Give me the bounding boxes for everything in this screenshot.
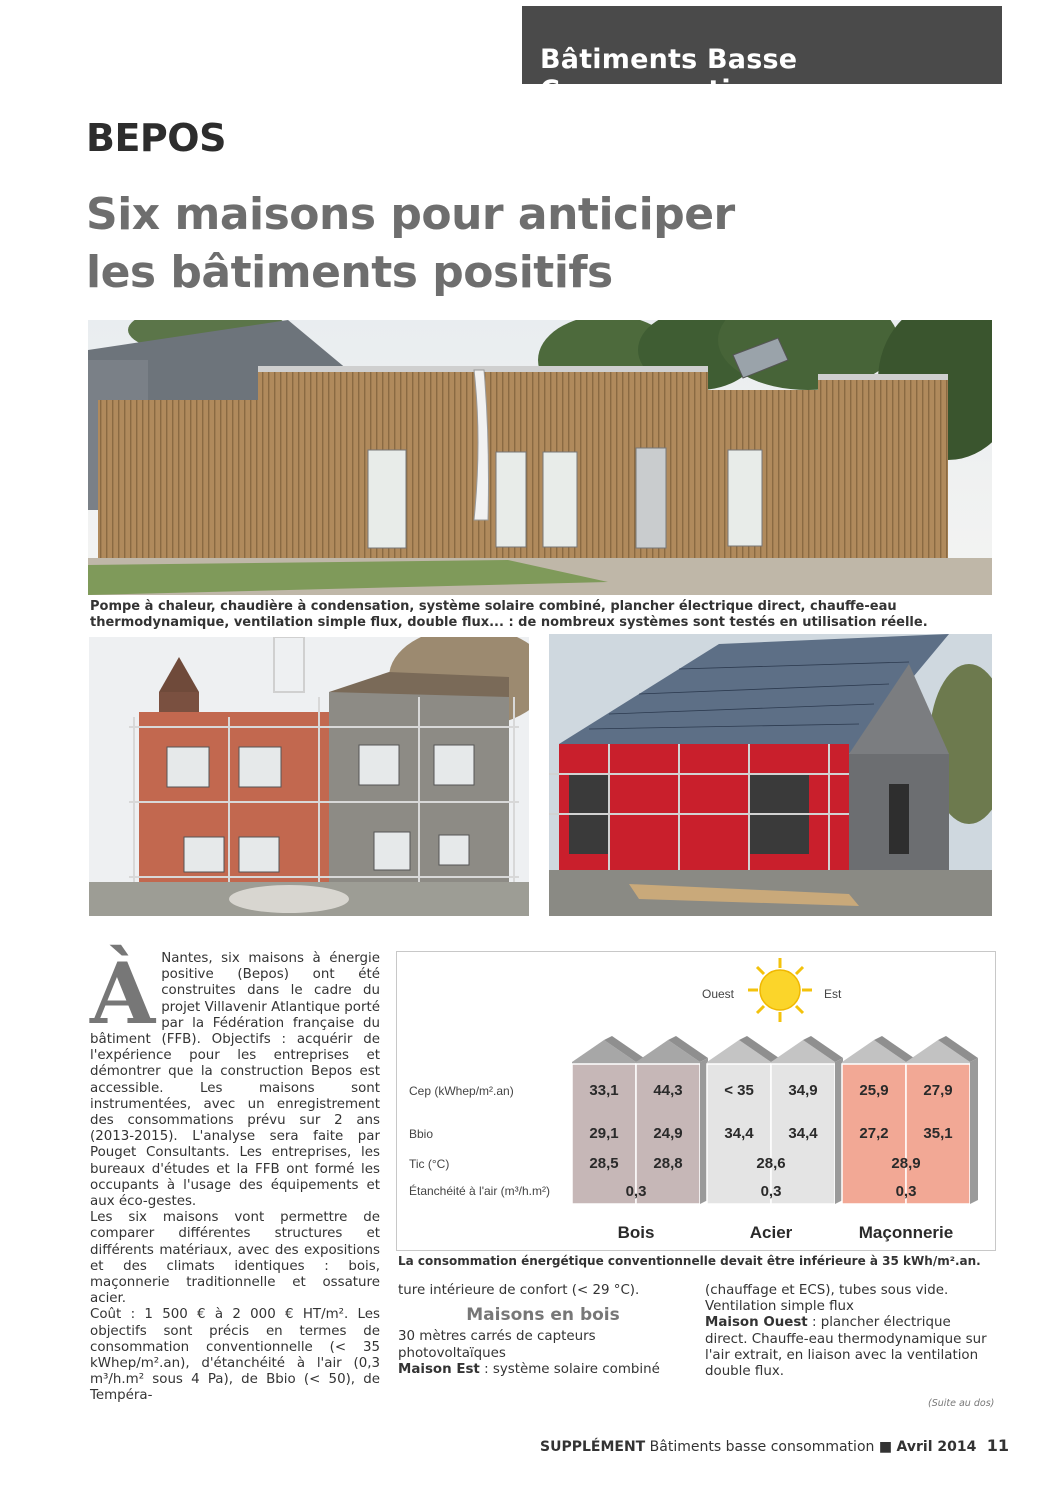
group-name: Acier (749, 1223, 793, 1242)
article-title (86, 186, 846, 302)
footer-issue: Avril 2014 (896, 1439, 977, 1455)
title-line-2: les bâtiments positifs (86, 247, 613, 298)
col3-paragraph-1: (chauffage et ECS), tubes sous vide. Ventilation simple flux (705, 1283, 949, 1315)
title-line-1: Six maisons pour anticiper (86, 189, 735, 240)
group-name: Bois (617, 1223, 655, 1242)
row-labels (409, 1084, 550, 1198)
cep-value: < 35 (724, 1082, 754, 1099)
body-column-2 (398, 1283, 688, 1378)
body-paragraph-3: Coût : 1 500 € à 2 000 € HT/m². Les objectifs sont précis en termes de consommation conventionnelle (< 35 kWhep/m².an), d'étanchéité à l'air (0,3 m³/h.m² sous 4 Pa), de Bbio (< 50), de Tempéra- (90, 1307, 380, 1404)
col2-est-text: : système solaire combiné (479, 1361, 660, 1377)
drop-cap: À (90, 944, 156, 1043)
subhead-maisons-bois: Maisons en bois (466, 1305, 620, 1326)
tic-value: 28,5 (589, 1155, 619, 1172)
body-paragraph-2: Les six maisons vont permettre de comparer différentes structures et différents matériaux, avec des expositions et des climats identiques : bois, maçonnerie traditionnelle et ossature acier. (90, 1210, 380, 1307)
cep-value: 25,9 (859, 1082, 889, 1099)
section-title: Bâtiments Basse Consommation (540, 44, 798, 106)
footer-separator: ■ (878, 1439, 893, 1455)
row-label-2: Tic (°C) (409, 1157, 450, 1171)
tic-value: 28,9 (891, 1155, 921, 1172)
photo-caption: Pompe à chaleur, chaudière à condensation, système solaire combiné, plancher électrique direct, chauffe-eau thermodynamique, ventilation simple flux, double flux... : de nombreux systèmes sont testés en utilisation réelle. (90, 599, 928, 630)
col2-paragraph-1: ture intérieure de confort (< 29 °C). (398, 1283, 640, 1298)
bbio-value: 27,2 (859, 1125, 889, 1142)
photo-steel-house (549, 634, 992, 916)
body-column-3 (705, 1283, 995, 1380)
house-group-0 (572, 1036, 708, 1242)
col3-ouest-text: : plancher électrique direct. Chauffe-eau thermodynamique sur l'air extrait, en liaison avec la ventilation double flux. (705, 1315, 987, 1380)
label-maison-est: Maison Est (398, 1361, 480, 1377)
photo-masonry-house (89, 637, 529, 916)
label-maison-ouest: Maison Ouest (705, 1315, 808, 1331)
chart-caption: La consommation énergétique conventionnelle devait être inférieure à 35 kWh/m².an. (398, 1254, 981, 1268)
group-name: Maçonnerie (858, 1223, 954, 1242)
section-banner (522, 6, 1002, 106)
performance-chart (396, 951, 996, 1251)
continued-note: (Suite au dos) (928, 1398, 995, 1409)
page-number: 11 (986, 1436, 1010, 1455)
col2-paragraph-2: 30 mètres carrés de capteurs photovoltaïques (398, 1329, 596, 1361)
etancheite-value: 0,3 (625, 1183, 647, 1200)
bbio-value: 34,4 (788, 1125, 818, 1142)
house-side-wall (970, 1058, 978, 1204)
orientation-west: Ouest (702, 987, 735, 1001)
chart-svg (397, 952, 995, 1250)
sun-icon (748, 958, 812, 1022)
orientation-east: Est (824, 987, 842, 1001)
bbio-value: 24,9 (653, 1125, 683, 1142)
body-column-1 (90, 944, 380, 1405)
etancheite-value: 0,3 (760, 1183, 782, 1200)
bbio-value: 35,1 (923, 1125, 953, 1142)
footer-supplement: SUPPLÉMENT (540, 1439, 646, 1455)
footer-magazine: Bâtiments basse consommation (649, 1439, 875, 1455)
house-groups (572, 1036, 978, 1242)
col2-paragraph-3 (398, 1362, 688, 1378)
cep-value: 44,3 (653, 1082, 683, 1099)
house-group-2 (842, 1036, 978, 1242)
cep-value: 33,1 (589, 1082, 619, 1099)
cep-value: 27,9 (923, 1082, 953, 1099)
bbio-value: 29,1 (589, 1125, 619, 1142)
etancheite-value: 0,3 (895, 1183, 917, 1200)
tic-value: 28,6 (756, 1155, 786, 1172)
bbio-value: 34,4 (724, 1125, 754, 1142)
page-footer (540, 1436, 1010, 1455)
cep-value: 34,9 (788, 1082, 818, 1099)
tic-value: 28,8 (653, 1155, 683, 1172)
row-label-0: Cep (kWhep/m².an) (409, 1084, 514, 1098)
row-label-1: Bbio (409, 1127, 434, 1141)
body-paragraph-1: Nantes, six maisons à énergie positive (Bepos) ont été construites dans le cadre du projet Villavenir Atlantique porté par la Fédération française du bâtiment (FFB). Objectifs : acquérir de l'expérience pour les entreprises et démontrer que la construction Bepos est accessible. Les maisons sont instrumentées, avec un enregistrement des consommations prévu sur 2 ans (2013-2015). L'analyse sera faite par Pouget Consultants. Les entreprises, les bureaux d'études et la FFB ont formé les occupants à l'usage des équipements et aux éco-gestes. (90, 951, 380, 1210)
photo-wooden-house (88, 320, 992, 595)
col3-paragraph-2 (705, 1315, 995, 1380)
row-label-3: Étanchéité à l'air (m³/h.m²) (409, 1184, 550, 1198)
house-group-1 (707, 1036, 843, 1242)
article-kicker: BEPOS (86, 116, 226, 160)
